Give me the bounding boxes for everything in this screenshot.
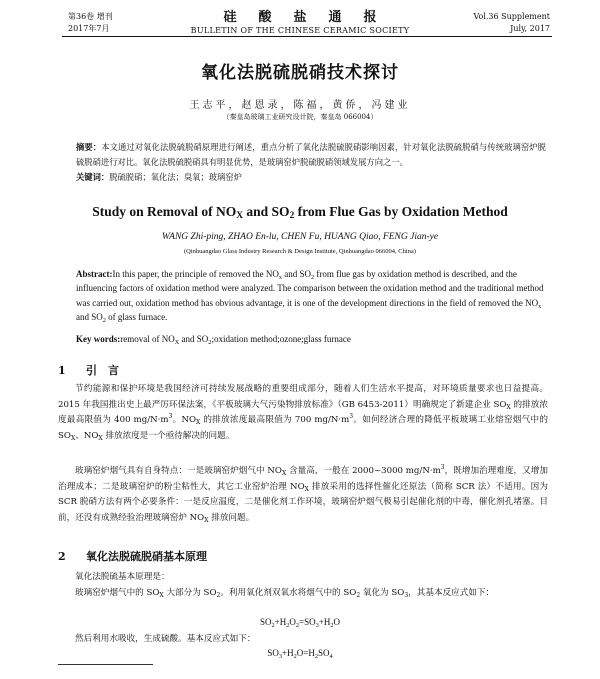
section-2-title: 氧化法脱硫脱硝基本原理 (86, 550, 207, 563)
section-2-number: 2 (58, 550, 66, 563)
header-rule (62, 36, 552, 37)
abstract-cn-text: 本文通过对氧化法脱硫脱硝原理进行阐述，重点分析了氧化法脱硫脱硝影响因素，针对氧化法脱硫脱硝与传统玻璃窑炉脱硫脱硝进行对比。氧化法脱硫脱硝具有明显优势，是玻璃窑炉脱硫脱硝领域发展方向之一。 (76, 142, 546, 167)
abstract-en-label: Abstract: (76, 269, 113, 279)
paragraph-5: 然后利用水吸收，生成硫酸。基本反应式如下： (75, 634, 256, 644)
abstract-cn-label: 摘要： (76, 142, 102, 152)
equation-2: $SO_3+H_2O=H_2SO_4$ (267, 648, 333, 660)
paragraph-1: 节约能源和保护环境是我国经济可持续发展战略的重要组成部分，随着人们生活水平提高，对环境质量要求也日益提高。2015 年我国推出史上最严厉环保法案，《平板玻璃大气污染物排放标准》（GB 6453-2011）明确规定了新建企业 $SO_X$ 的排放浓度最高限值为 400 $mg/N\cdot m^3$。$NO_X$ 的排放浓度最高限值为 700 $mg/N\cdot m^3$。如何经济合理的降低平板玻璃工业熔窑烟气中的 $SO_X$、$NO_X$ 排放浓度是一个亟待解决的问题。 (58, 384, 548, 442)
section-1-title: 引 言 (86, 364, 119, 377)
date-en: July, 2017 (510, 24, 550, 33)
volume-cn: 第36卷 增刊 (68, 12, 113, 21)
affiliation-en: (Qinhuangdao Glass Industry Research & Design Institute, Qinhuangdao 066004, China) (184, 248, 416, 255)
keywords-en-label: Key words: (76, 334, 121, 344)
keywords-cn-text: 脱硫脱硝；氧化法；臭氧；玻璃窑炉 (109, 172, 242, 182)
header-left (68, 11, 113, 35)
abstract-cn (76, 140, 546, 170)
header-right (473, 11, 550, 35)
equation-1: $SO_2+H_2O_2=SO_3+H_2O$ (259, 617, 341, 629)
keywords-cn-label: 关键词： (76, 172, 110, 182)
title-cn: 氧化法脱硫脱硝技术探讨 (201, 63, 399, 83)
authors-cn: 王志平，赵恩录，陈福，黄侨，冯建业 (189, 100, 411, 111)
paragraph-4: 玻璃窑炉烟气中的 $SO_X$ 大部分为 $SO_2$。利用氧化剂双氧水将烟气中的 $SO_2$ 氧化为 $SO_3$，其基本反应式如下： (75, 588, 495, 599)
paragraph-3: 氧化法脱硫基本原理是： (75, 572, 170, 582)
date-cn: 2017年7月 (68, 24, 110, 33)
footnote-rule (58, 664, 153, 665)
volume-en: Vol.36 Supplement (473, 12, 550, 21)
paragraph-2: 玻璃窑炉烟气具有自身特点：一是玻璃窑炉烟气中 $NO_X$ 含量高，一般在 2000~3000 $mg/N\cdot m^3$，既增加治理难度，又增加治理成本；二是玻璃窑炉的粉尘粘性大，其它工业窑炉治理 $NO_X$ 排放采用的选择性催化还原法（简称 SCR 法）不适用。因为 SCR 脱硝方法有两个必要条件：一是反应温度，二是催化剂工作环境，玻璃窑炉烟气极易引起催化剂的中毒，催化剂孔堵塞。目前，还没有成熟经验治理玻璃窑炉 $NO_X$ 排放问题。 (58, 464, 548, 524)
title-en: Study on Removal of $NO_X$ and $SO_2$ from Flue Gas by Oxidation Method (92, 204, 508, 221)
abstract-en: Abstract:In this paper, the principle of removed the $NO_x$ and $SO_2$ from flue gas by oxidation method is described, and the influencing factors of oxidation method were analyzed. The comparison between the oxidation method and the traditional method was carried out, oxidation method has obvious advantage, it is one of the development directions in the field of removed the $NO_x$ and $SO_2$ of glass furnace. (76, 269, 544, 325)
header-center (175, 6, 425, 35)
authors-en: WANG Zhi-ping, ZHAO En-lu, CHEN Fu, HUANG Qiao, FENG Jian-ye (161, 232, 439, 242)
affiliation-cn: （秦皇岛玻璃工业研究设计院，秦皇岛 066004） (222, 113, 378, 121)
section-1-heading (58, 362, 119, 378)
section-1-number: 1 (58, 364, 66, 377)
keywords-en: Key words:removal of $NO_X$ and $SO_2;oxidation$ method;ozone;glass furnace (76, 334, 351, 346)
journal-name-cn: 硅酸盐通报 (223, 10, 399, 25)
keywords-cn (76, 171, 242, 183)
section-2-heading (58, 548, 207, 564)
journal-name-en: BULLETIN OF THE CHINESE CERAMIC SOCIETY (190, 26, 410, 35)
